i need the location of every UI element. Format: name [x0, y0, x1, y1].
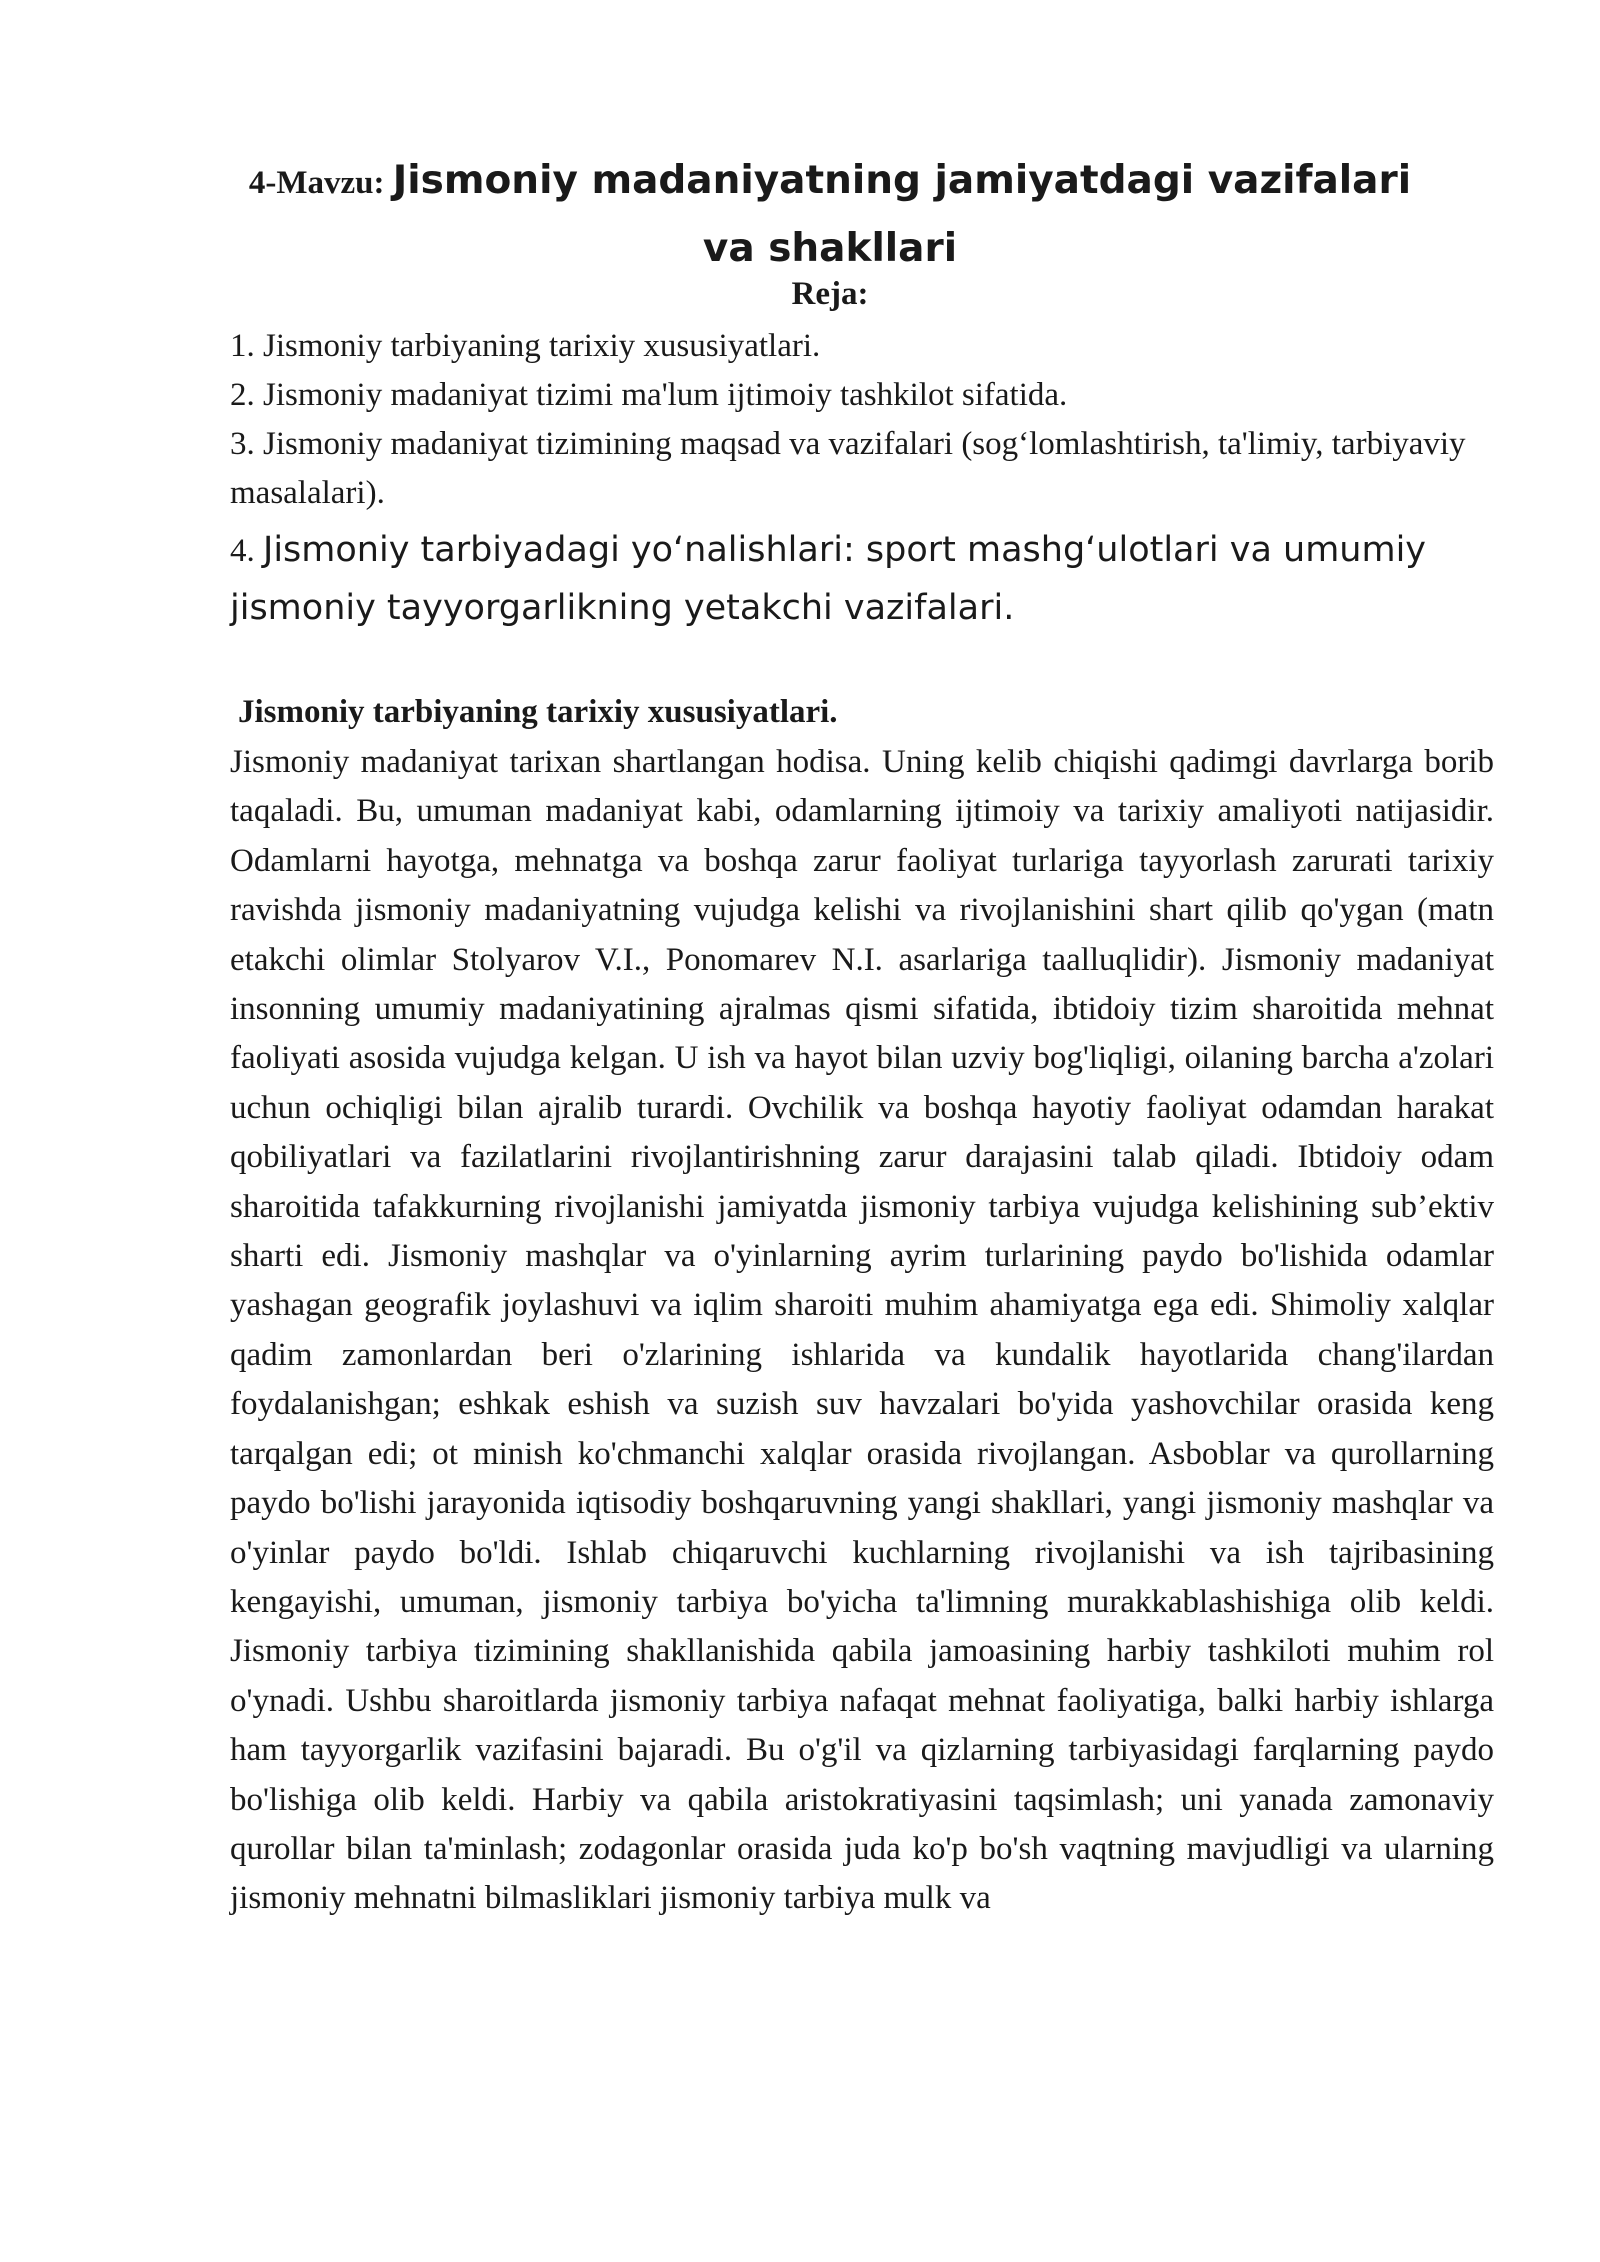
- section-body-paragraph: Jismoniy madaniyat tarixan shartlangan hodisa. Uning kelib chiqishi qadimgi davrlarga borib taqaladi. Bu, umuman madaniyat kabi, odamlarning ijtimoiy va tarixiy amaliyoti natijasidir. Odamlarni hayotga, mehnatga va boshqa zarur faoliyat turlariga tayyorlash zarurati tarixiy ravishda jismoniy madaniyatning vujudga kelishi va rivojlanishini shart qilib qo'ygan (matn etakchi olimlar Stolyarov V.I., Ponomarev N.I. asarlariga taalluqlidir). Jismoniy madaniyat insonning umumiy madaniyatining ajralmas qismi sifatida, ibtidoiy tizim sharoitida mehnat faoliyati asosida vujudga kelgan. U ish va hayot bilan uzviy bog'liqligi, oilaning barcha a'zolari uchun ochiqligi bilan ajralib turardi. Ovchilik va boshqa hayotiy faoliyat odamdan harakat qobiliyatlari va fazilatlarini rivojlantirishning zarur darajasini talab qiladi. Ibtidoiy odam sharoitida tafakkurning rivojlanishi jamiyatda jismoniy tarbiya vujudga kelishining sub’ektiv sharti edi. Jismoniy mashqlar va o'yinlarning ayrim turlarining paydo bo'lishida odamlar yashagan geografik joylashuvi va iqlim sharoiti muhim ahamiyatga ega edi. Shimoliy xalqlar qadim zamonlardan beri o'zlarining ishlarida va kundalik hayotlarida chang'ilardan foydalanishgan; eshkak eshish va suzish suv havzalari bo'yida yashovchilar orasida keng tarqalgan edi; ot minish ko'chmanchi xalqlar orasida rivojlangan. Asboblar va qurollarning paydo bo'lishi jarayonida iqtisodiy boshqaruvning yangi shakllari, yangi jismoniy mashqlar va o'yinlar paydo bo'ldi. Ishlab chiqaruvchi kuchlarning rivojlanishi va ish tajribasining kengayishi, umuman, jismoniy tarbiya bo'yicha ta'limning murakkablashishiga olib keldi. Jismoniy tarbiya tizimining shakllanishida qabila jamoasining harbiy tashkiloti muhim rol o'ynadi. Ushbu sharoitlarda jismoniy tarbiya nafaqat mehnat faoliyatiga, balki harbiy ishlarga ham tayyorgarlik vazifasini bajaradi. Bu o'g'il va qizlarning tarbiyasidagi farqlarning paydo bo'lishiga olib keldi. Harbiy va qabila aristokratiyasini taqsimlash; uni yanada zamonaviy qurollar bilan ta'minlash; zodagonlar orasida juda ko'p bo'sh vaqtning mavjudligi va ularning jismoniy mehnatni bilmasliklari jismoniy tarbiya mulk va: [230, 744, 1494, 1917]
- plan-item-2: 2. Jismoniy madaniyat tizimi ma'lum ijtimoiy tashkilot sifatida.: [230, 377, 1068, 413]
- section-heading: Jismoniy tarbiyaning tarixiy xususiyatlari.: [238, 694, 838, 730]
- plan-item-3: 3. Jismoniy madaniyat tizimining maqsad va vazifalari (sog‘lomlashtirish, ta'limiy, tarbiyaviy masalalari).: [230, 426, 1466, 511]
- title-text: Jismoniy madaniyatning jamiyatdagi vazifalari va shakllari: [392, 158, 1412, 271]
- plan-item-4: [230, 522, 1490, 637]
- page-title: [230, 148, 1430, 282]
- plan-item-4-number: 4.: [230, 533, 263, 569]
- plan-heading: Reja:: [791, 276, 869, 312]
- plan-item-4-text: Jismoniy tarbiyadagi yo‘nalishlari: sport mashg‘ulotlari va umumiy jismoniy tayyorgarlikning yetakchi vazifalari.: [230, 530, 1427, 628]
- plan-list: [230, 322, 1490, 637]
- title-prefix: 4-Mavzu:: [248, 165, 393, 201]
- plan-item-1: 1. Jismoniy tarbiyaning tarixiy xususiyatlari.: [230, 328, 821, 364]
